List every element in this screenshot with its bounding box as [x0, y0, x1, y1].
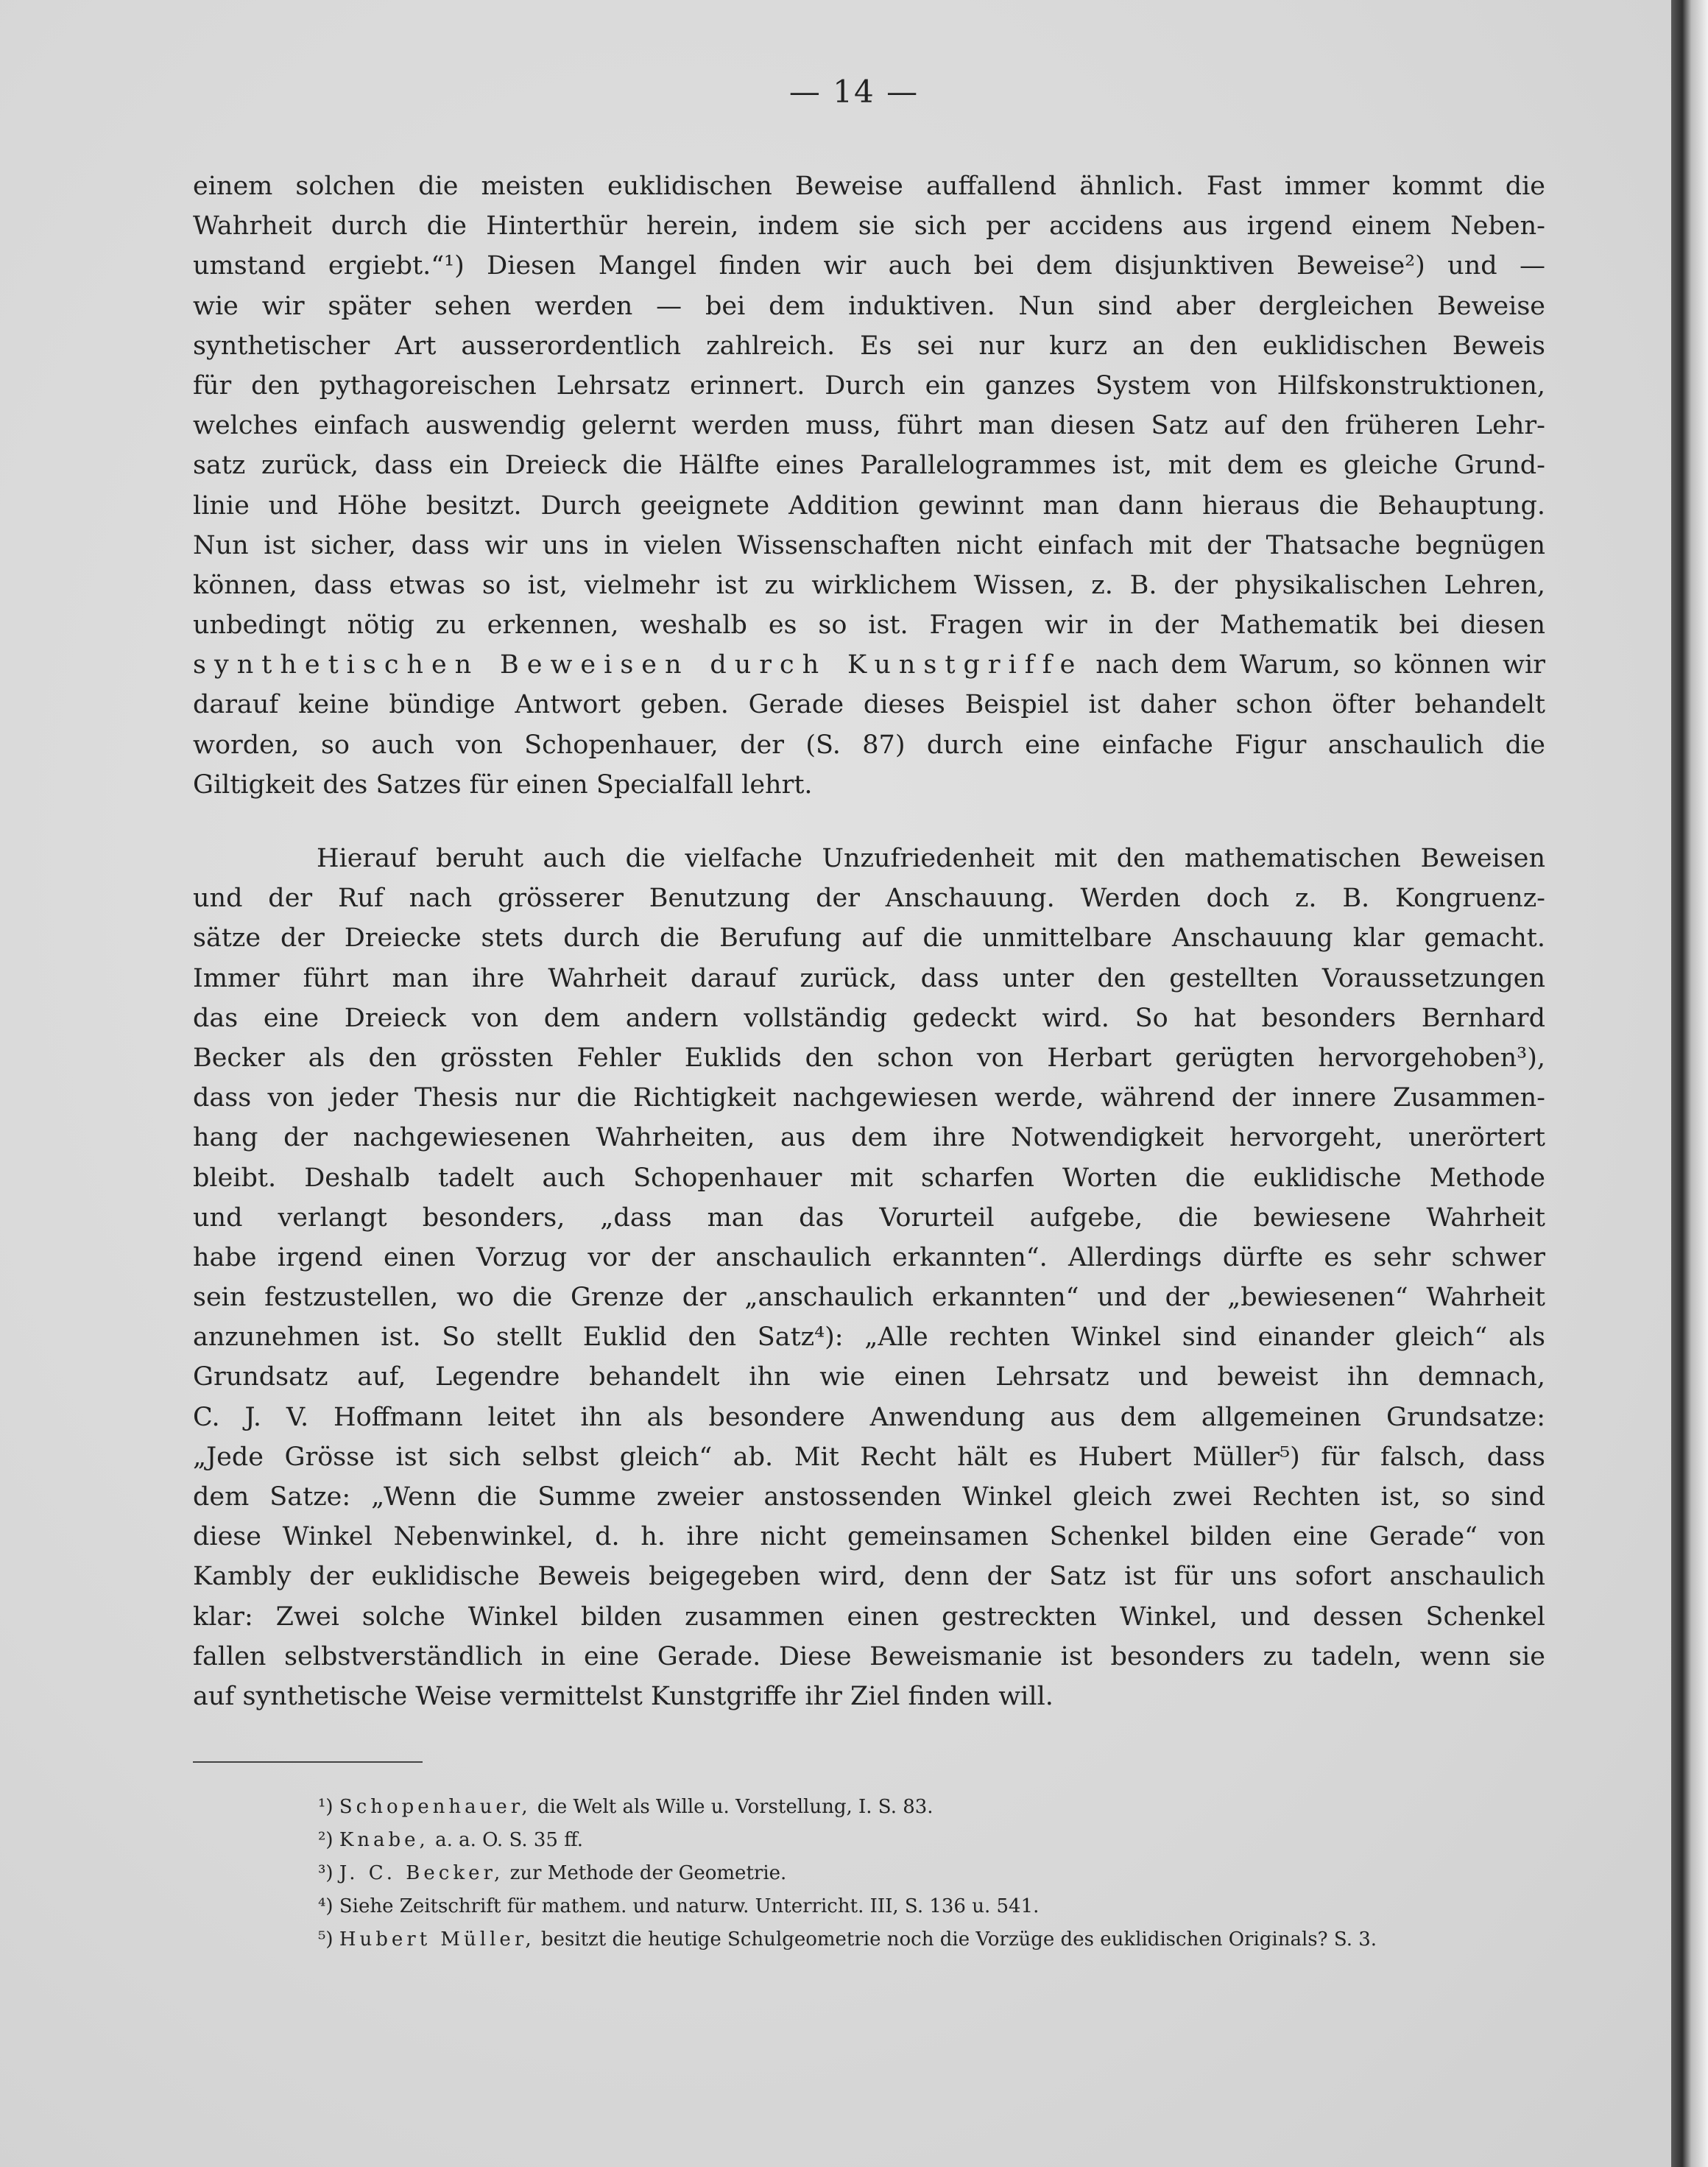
footnote-text: zur Methode der Geometrie.	[504, 1862, 787, 1884]
footnotes	[318, 1791, 1555, 1956]
text-line: bleibt. Deshalb tadelt auch Schopenhauer mit scharfen Worten die euklidische Methode	[193, 1163, 1545, 1193]
text-line: auf synthetische Weise vermittelst Kunstgriffe ihr Ziel finden will.	[193, 1681, 1054, 1711]
text-line: welches einfach auswendig gelernt werden muss, führt man diesen Satz auf den früheren Lehr-	[193, 411, 1545, 441]
text-line: C. J. V. Hoffmann leitet ihn als besondere Anwendung aus dem allgemeinen Grundsatze:	[193, 1402, 1545, 1432]
footnote-divider	[193, 1761, 423, 1763]
text-line: für den pythagoreischen Lehrsatz erinnert. Durch ein ganzes System von Hilfskonstruktionen,	[193, 370, 1545, 401]
footnote-author: Hubert Müller,	[339, 1928, 535, 1951]
footnote	[318, 1890, 1555, 1923]
text-line: umstand ergiebt.“¹) Diesen Mangel finden wir auch bei dem disjunktiven Beweise²) und —	[193, 251, 1545, 281]
footnote	[318, 1857, 1555, 1890]
text-line: sätze der Dreiecke stets durch die Berufung auf die unmittelbare Anschauung klar gemacht.	[193, 923, 1545, 954]
text-line-content: Hierauf beruht auch die vielfache Unzufriedenheit mit den mathematischen Beweisen	[317, 844, 1545, 873]
text-line: anzunehmen ist. So stellt Euklid den Satz⁴): „Alle rechten Winkel sind einander gleich“ als	[193, 1322, 1545, 1353]
text-line: satz zurück, dass ein Dreieck die Hälfte eines Parallelogrammes ist, mit dem es gleiche Grund-	[193, 451, 1545, 481]
paragraph-1	[193, 166, 1545, 805]
footnote-text: a. a. O. S. 35 ff.	[428, 1829, 584, 1851]
footnote-text: die Welt als Wille u. Vorstellung, I. S. 83.	[531, 1796, 934, 1818]
footnote-text: Siehe Zeitschrift für mathem. und naturw. Unterricht. III, S. 136 u. 541.	[339, 1895, 1040, 1917]
text-line: Nun ist sicher, dass wir uns in vielen Wissenschaften nicht einfach mit der Thatsache begnügen	[193, 530, 1545, 560]
text-line: und verlangt besonders, „dass man das Vorurteil aufgebe, die bewiesene Wahrheit	[193, 1202, 1545, 1233]
text-line: Kambly der euklidische Beweis beigegeben wird, denn der Satz ist für uns sofort anschaulich	[193, 1562, 1545, 1592]
text-line: einem solchen die meisten euklidischen Beweise auffallend ähnlich. Fast immer kommt die	[193, 172, 1545, 201]
page-edge-shadow	[1671, 0, 1708, 2167]
text-line: und der Ruf nach grösserer Benutzung der Anschauung. Werden doch z. B. Kongruenz-	[193, 884, 1545, 914]
footnote-marker: ²)	[318, 1829, 334, 1851]
text-line: Becker als den grössten Fehler Euklids den schon von Herbart gerügten hervorgehoben³),	[193, 1043, 1545, 1073]
text-line-rest: nach dem Warum, so können wir	[1095, 650, 1545, 680]
text-line: unbedingt nötig zu erkennen, weshalb es so ist. Fragen wir in der Mathematik bei diesen	[193, 610, 1545, 641]
text-line: diese Winkel Nebenwinkel, d. h. ihre nicht gemeinsamen Schenkel bilden eine Gerade“ von	[193, 1522, 1545, 1552]
text-line: fallen selbstverständlich in eine Gerade. Diese Beweismanie ist besonders zu tadeln, wenn sie	[193, 1641, 1545, 1671]
text-line: hang der nachgewiesenen Wahrheiten, aus dem ihre Notwendigkeit hervorgeht, unerörtert	[193, 1123, 1545, 1153]
text-line: worden, so auch von Schopenhauer, der (S. 87) durch eine einfache Figur anschaulich die	[193, 730, 1545, 760]
text-line: linie und Höhe besitzt. Durch geeignete Addition gewinnt man dann hieraus die Behauptung.	[193, 490, 1545, 521]
text-line: können, dass etwas so ist, vielmehr ist zu wirklichem Wissen, z. B. der physikalischen Lehren,	[193, 570, 1545, 600]
text-line	[193, 839, 1545, 878]
text-line: Immer führt man ihre Wahrheit darauf zurück, dass unter den gestellten Voraussetzungen	[193, 963, 1545, 993]
text-line: sein festzustellen, wo die Grenze der „anschaulich erkannten“ und der „bewiesenen“ Wahrheit	[193, 1283, 1545, 1313]
paragraph-2	[193, 839, 1545, 1716]
footnote-marker: ¹)	[318, 1796, 334, 1818]
text-line: Grundsatz auf, Legendre behandelt ihn wie einen Lehrsatz und beweist ihn demnach,	[193, 1362, 1545, 1392]
footnote-marker: ⁴)	[318, 1895, 334, 1917]
text-line: klar: Zwei solche Winkel bilden zusammen einen gestreckten Winkel, und dessen Schenkel	[193, 1602, 1545, 1632]
text-line: dem Satze: „Wenn die Summe zweier anstossenden Winkel gleich zwei Rechten ist, so sind	[193, 1482, 1545, 1512]
text-line-spaced	[193, 645, 1545, 685]
page-number: — 14 —	[788, 74, 920, 110]
text-line: synthetischer Art ausserordentlich zahlreich. Es sei nur kurz an den euklidischen Beweis	[193, 331, 1545, 361]
footnote-marker: ⁵)	[318, 1928, 334, 1951]
text-line: Giltigkeit des Satzes für einen Specialfall lehrt.	[193, 769, 813, 800]
footnote-marker: ³)	[318, 1862, 334, 1884]
spaced-emphasis: synthetischen Beweisen durch Kunstgriffe	[193, 650, 1084, 680]
text-line: darauf keine bündige Antwort geben. Gerade dieses Beispiel ist daher schon öfter behandelt	[193, 690, 1545, 720]
footnote	[318, 1824, 1555, 1857]
footnote	[318, 1791, 1555, 1824]
text-line: wie wir später sehen werden — bei dem induktiven. Nun sind aber dergleichen Beweise	[193, 291, 1545, 321]
footnote-author: Knabe,	[339, 1829, 429, 1851]
footnote-text: besitzt die heutige Schulgeometrie noch die Vorzüge des euklidischen Originals? S. 3.	[534, 1928, 1377, 1951]
footnote	[318, 1923, 1555, 1956]
text-line: „Jede Grösse ist sich selbst gleich“ ab. Mit Recht hält es Hubert Müller⁵) für falsch, dass	[193, 1442, 1545, 1472]
footnote-author: Schopenhauer,	[339, 1796, 532, 1818]
footnote-author: J. C. Becker,	[339, 1862, 504, 1884]
text-line: habe irgend einen Vorzug vor der anschaulich erkannten“. Allerdings dürfte es sehr schwer	[193, 1242, 1545, 1272]
text-line: Wahrheit durch die Hinterthür herein, indem sie sich per accidens aus irgend einem Neben-	[193, 211, 1545, 242]
text-line: dass von jeder Thesis nur die Richtigkeit nachgewiesen werde, während der innere Zusammen-	[193, 1083, 1545, 1113]
text-line: das eine Dreieck von dem andern vollständig gedeckt wird. So hat besonders Bernhard	[193, 1003, 1545, 1033]
